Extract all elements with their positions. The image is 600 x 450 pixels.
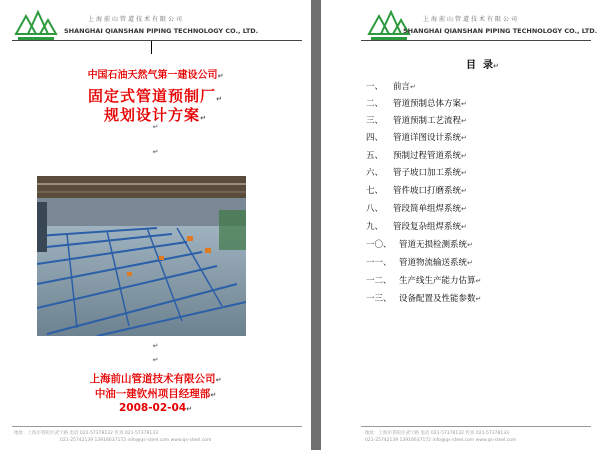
- paragraph-mark: ↵: [152, 356, 159, 364]
- header-company-cn: 上海前山管道技术有限公司: [423, 16, 520, 23]
- paragraph-mark: ↵: [152, 123, 159, 131]
- toc-item[interactable]: 一〇、 管道无损检测系统↵: [366, 240, 473, 250]
- cover-client[interactable]: 中国石油天然气第一建设公司↵: [87, 70, 224, 81]
- toc-item[interactable]: 四、 管道详图设计系统↵: [366, 133, 467, 143]
- footer-divider: [361, 426, 591, 427]
- factory-workshop-photo: [37, 176, 246, 336]
- toc-item[interactable]: 五、 预制过程管道系统↵: [366, 151, 467, 161]
- toc-item[interactable]: 一三、 设备配置及性能参数↵: [366, 294, 482, 304]
- toc-page: [321, 0, 600, 450]
- toc-item[interactable]: 一一、 管道物流输送系统↵: [366, 258, 473, 268]
- text-cursor: [151, 41, 152, 54]
- toc-title[interactable]: 目 录↵: [466, 60, 499, 71]
- toc-item[interactable]: 七、 管件坡口打磨系统↵: [366, 186, 467, 196]
- page-gutter: [311, 0, 321, 450]
- cover-author-line2[interactable]: 中油一建钦州项目经理部↵: [94, 388, 217, 400]
- toc-item[interactable]: 一二、 生产线生产能力估算↵: [366, 276, 482, 286]
- cover-title-line2[interactable]: 规划设计方案↵: [104, 106, 207, 124]
- toc-item[interactable]: 八、 管段简单组焊系统↵: [366, 204, 467, 214]
- header-divider: [12, 40, 302, 41]
- footer-divider: [12, 426, 302, 427]
- cover-date[interactable]: 2008-02-04↵: [118, 402, 193, 414]
- toc-item[interactable]: 二、 管道预制总体方案↵: [366, 99, 467, 109]
- cover-title-line1[interactable]: 固定式管道预制厂↵: [88, 87, 223, 105]
- paragraph-mark: ↵: [152, 342, 159, 350]
- toc-item[interactable]: 九、 管段复杂组焊系统↵: [366, 222, 467, 232]
- cover-author-line1[interactable]: 上海前山管道技术有限公司↵: [89, 373, 222, 385]
- toc-item[interactable]: 一、 前言↵: [366, 82, 416, 92]
- toc-item[interactable]: 六、 管子坡口加工系统↵: [366, 168, 467, 178]
- footer-line1: 地址：上海市普陀区武宁路 电话 021-57378132 传真 021-57378133: [365, 431, 509, 436]
- header-company-en: SHANGHAI QIANSHAN PIPING TECHNOLOGY CO., LTD.: [403, 27, 598, 35]
- paragraph-mark: ↵: [152, 148, 159, 156]
- footer-line1: 地址：上海市普陀区武宁路 电话 021-57378132 传真 021-57378133: [14, 431, 158, 436]
- footer-line2: 021-25742139 13916637172 info@qs-steel.com www.qs-steel.com: [60, 438, 212, 443]
- company-logo-icon: [14, 10, 58, 44]
- header-company-en: SHANGHAI QIANSHAN PIPING TECHNOLOGY CO., LTD.: [64, 27, 259, 35]
- header-divider: [361, 40, 591, 41]
- footer-line2: 021-25742139 13916637172 info@qs-steel.com www.qs-steel.com: [365, 438, 517, 443]
- header-company-cn: 上海前山管道技术有限公司: [88, 16, 185, 23]
- toc-item[interactable]: 三、 管道预制工艺流程↵: [366, 116, 467, 126]
